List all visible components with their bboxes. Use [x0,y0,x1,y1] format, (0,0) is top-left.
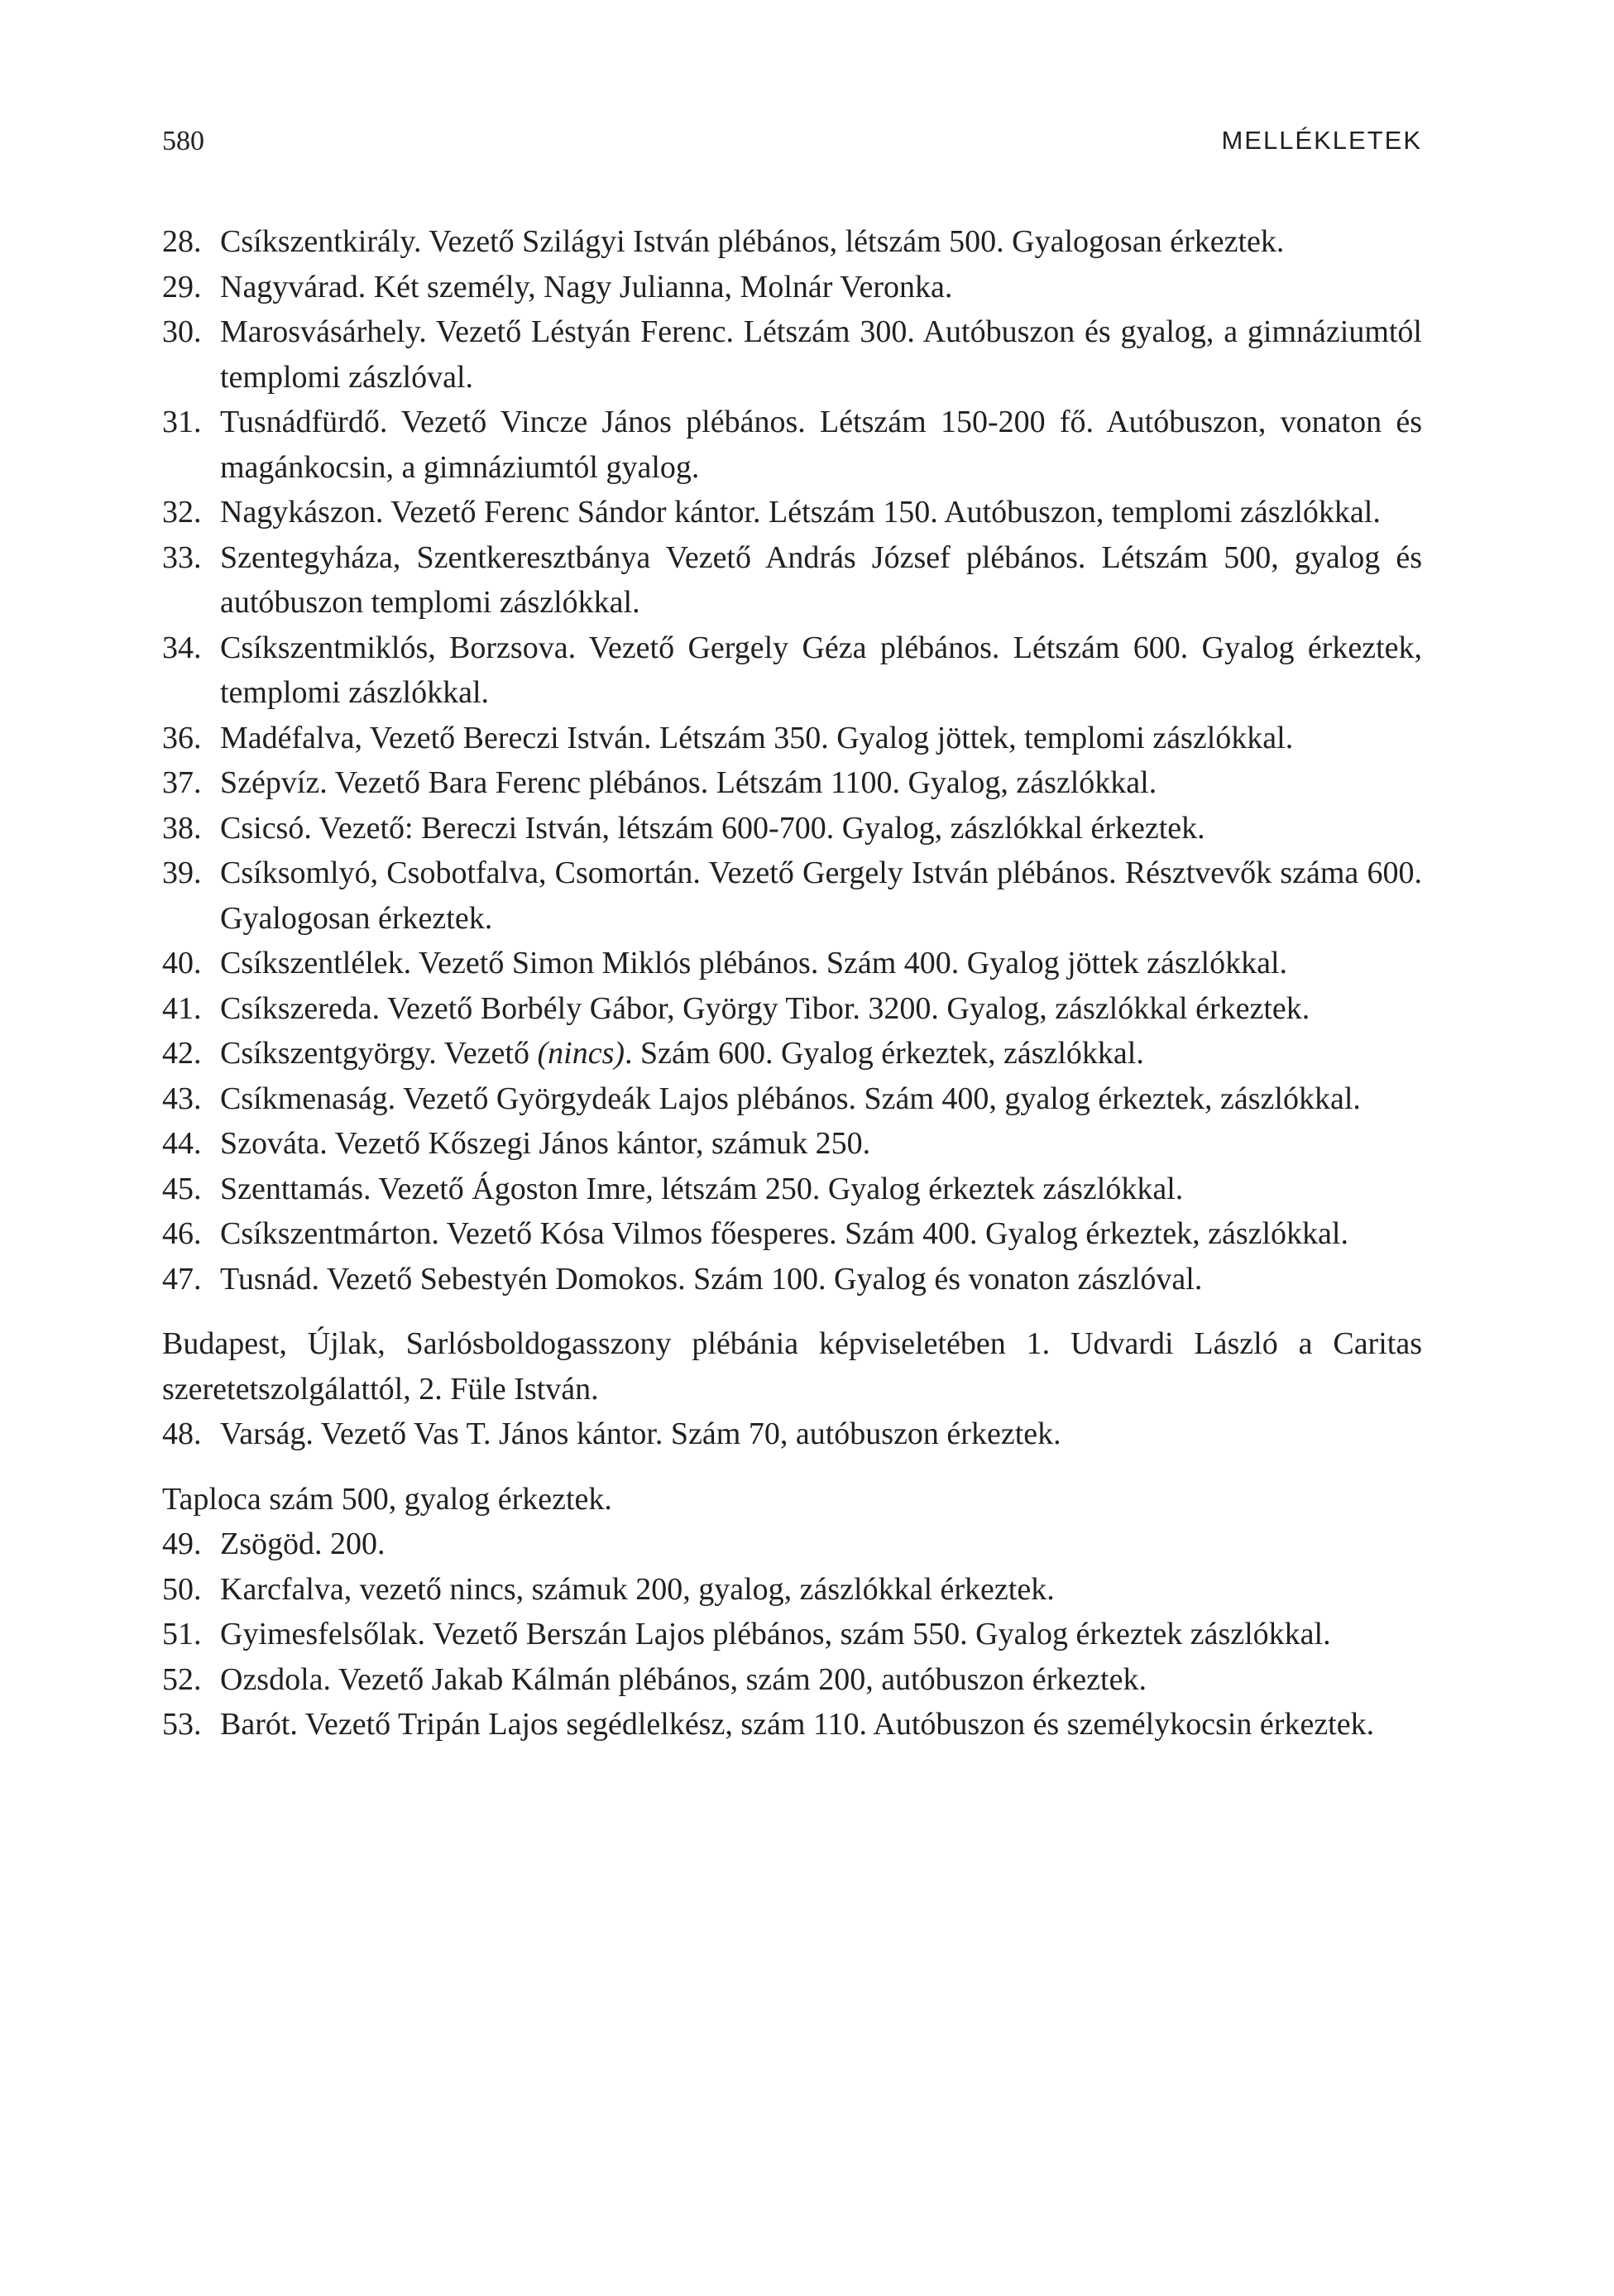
italic-text: (nincs) [537,1036,625,1071]
item-number: 32. [162,495,202,530]
list-item [162,219,1422,265]
item-text: Szépvíz. Vezető Bara Ferenc plébános. Létszám 1100. Gyalog, zászlókkal. [220,765,1157,800]
list-item [162,309,1422,400]
item-text: Gyimesfelsőlak. Vezető Berszán Lajos plébános, szám 550. Gyalog érkeztek zászlókkal. [220,1617,1331,1651]
page-number: 580 [162,126,204,156]
list-item [162,400,1422,490]
list-item [162,851,1422,941]
item-number: 37. [162,765,202,800]
item-text: Csíkszentmárton. Vezető Kósa Vilmos főesperes. Szám 400. Gyalog érkeztek, zászlókkal. [220,1216,1348,1251]
list-item [162,716,1422,761]
item-text: Csíkszereda. Vezető Borbély Gábor, György Tibor. 3200. Gyalog, zászlókkal érkeztek. [220,990,1310,1026]
item-text: Csíksomlyó, Csobotfalva, Csomortán. Vezető Gergely István plébános. Résztvevők száma 600. Gyalogosan érkeztek. [220,856,1422,936]
item-text: Csíkszentlélek. Vezető Simon Miklós plébános. Szám 400. Gyalog jöttek zászlókkal. [220,946,1288,980]
list-item [162,1412,1422,1457]
item-number: 42. [162,1036,202,1071]
item-text: Ozsdola. Vezető Jakab Kálmán plébános, szám 200, autóbuszon érkeztek. [220,1661,1147,1697]
item-text: Tusnádfürdő. Vezető Vincze János plébános. Létszám 150-200 fő. Autóbuszon, vonaton és magánkocsin, a gimnáziumtól gyalog. [220,405,1422,485]
item-text: Zsögöd. 200. [220,1527,386,1561]
item-number: 52. [162,1661,202,1697]
item-number: 49. [162,1527,202,1561]
item-number: 29. [162,269,202,304]
item-text: Szentegyháza, Szentkeresztbánya Vezető András József plébános. Létszám 500, gyalog és autóbuszon templomi zászlókkal. [220,539,1422,620]
item-text: Karcfalva, vezető nincs, számuk 200, gyalog, zászlókkal érkeztek. [220,1571,1055,1607]
list-item [162,490,1422,535]
item-number: 53. [162,1707,202,1742]
item-number: 39. [162,856,202,890]
list-item [162,265,1422,310]
list-item [162,1121,1422,1167]
item-number: 28. [162,224,202,259]
list-item [162,1031,1422,1076]
item-number: 31. [162,405,202,439]
item-number: 30. [162,314,202,349]
item-text: Szenttamás. Vezető Ágoston Imre, létszám 250. Gyalog érkeztek zászlókkal. [220,1171,1184,1206]
list-item [162,535,1422,626]
item-number: 41. [162,990,202,1026]
item-number: 48. [162,1416,202,1451]
item-number: 38. [162,810,202,846]
item-text: Csíkszentmiklós, Borzsova. Vezető Gergely Géza plébános. Létszám 600. Gyalog érkeztek, templomi zászlókkal. [220,630,1422,710]
list-item [162,1702,1422,1747]
list-item [162,1076,1422,1122]
item-text: Tusnád. Vezető Sebestyén Domokos. Szám 100. Gyalog és vonaton zászlóval. [220,1261,1203,1297]
list-item [162,1167,1422,1212]
item-number: 45. [162,1171,202,1206]
item-number: 51. [162,1617,202,1651]
list-item [162,986,1422,1032]
item-number: 44. [162,1126,202,1161]
list-item [162,1567,1422,1613]
list-item [162,1657,1422,1703]
item-number: 36. [162,720,202,755]
list-item [162,1257,1422,1302]
item-text: Marosvásárhely. Vezető Léstyán Ferenc. Létszám 300. Autóbuszon és gyalog, a gimnáziumtól templomi zászlóval. [220,314,1422,395]
list-item [162,626,1422,716]
item-text: Varság. Vezető Vas T. János kántor. Szám 70, autóbuszon érkeztek. [220,1416,1061,1451]
paragraph-budapest: Budapest, Újlak, Sarlósboldogasszony plébánia képviseletében 1. Udvardi László a Caritas szeretetszolgálattól, 2. Füle István. [162,1326,1422,1407]
item-text-part: Csíkszentgyörgy. Vezető [220,1036,538,1071]
item-number: 47. [162,1261,202,1297]
item-text: Csicsó. Vezető: Bereczi István, létszám 600-700. Gyalog, zászlókkal érkeztek. [220,810,1205,846]
item-text: Nagykászon. Vezető Ferenc Sándor kántor. Létszám 150. Autóbuszon, templomi zászlókkal. [220,495,1381,530]
item-text: Barót. Vezető Tripán Lajos segédlelkész, szám 110. Autóbuszon és személykocsin érkeztek. [220,1707,1375,1742]
item-number: 50. [162,1571,202,1607]
page-header [162,126,1422,167]
list-item [162,941,1422,986]
item-number: 40. [162,946,202,980]
item-number: 43. [162,1081,202,1116]
item-text: Szováta. Vezető Kőszegi János kántor, számuk 250. [220,1126,871,1161]
list-item [162,806,1422,851]
item-text-part: . Szám 600. Gyalog érkeztek, zászlókkal. [625,1036,1144,1071]
item-text: Csíkmenaság. Vezető Györgydeák Lajos plébános. Szám 400, gyalog érkeztek, zászlókkal. [220,1081,1361,1116]
body-text [162,219,1422,1747]
item-text: Nagyvárad. Két személy, Nagy Julianna, Molnár Veronka. [220,269,953,304]
list-item [162,1612,1422,1657]
list-item [162,1522,1422,1567]
list-item [162,760,1422,806]
item-number: 33. [162,539,202,575]
item-text: Csíkszentkirály. Vezető Szilágyi István plébános, létszám 500. Gyalogosan érkeztek. [220,224,1285,259]
item-number: 46. [162,1216,202,1251]
running-head: MELLÉKLETEK [1221,126,1422,155]
paragraph-taploca: Taploca szám 500, gyalog érkeztek. [162,1481,612,1517]
list-item [162,1211,1422,1257]
item-text: Madéfalva, Vezető Bereczi István. Létszám 350. Gyalog jöttek, templomi zászlókkal. [220,720,1294,755]
item-number: 34. [162,630,202,665]
